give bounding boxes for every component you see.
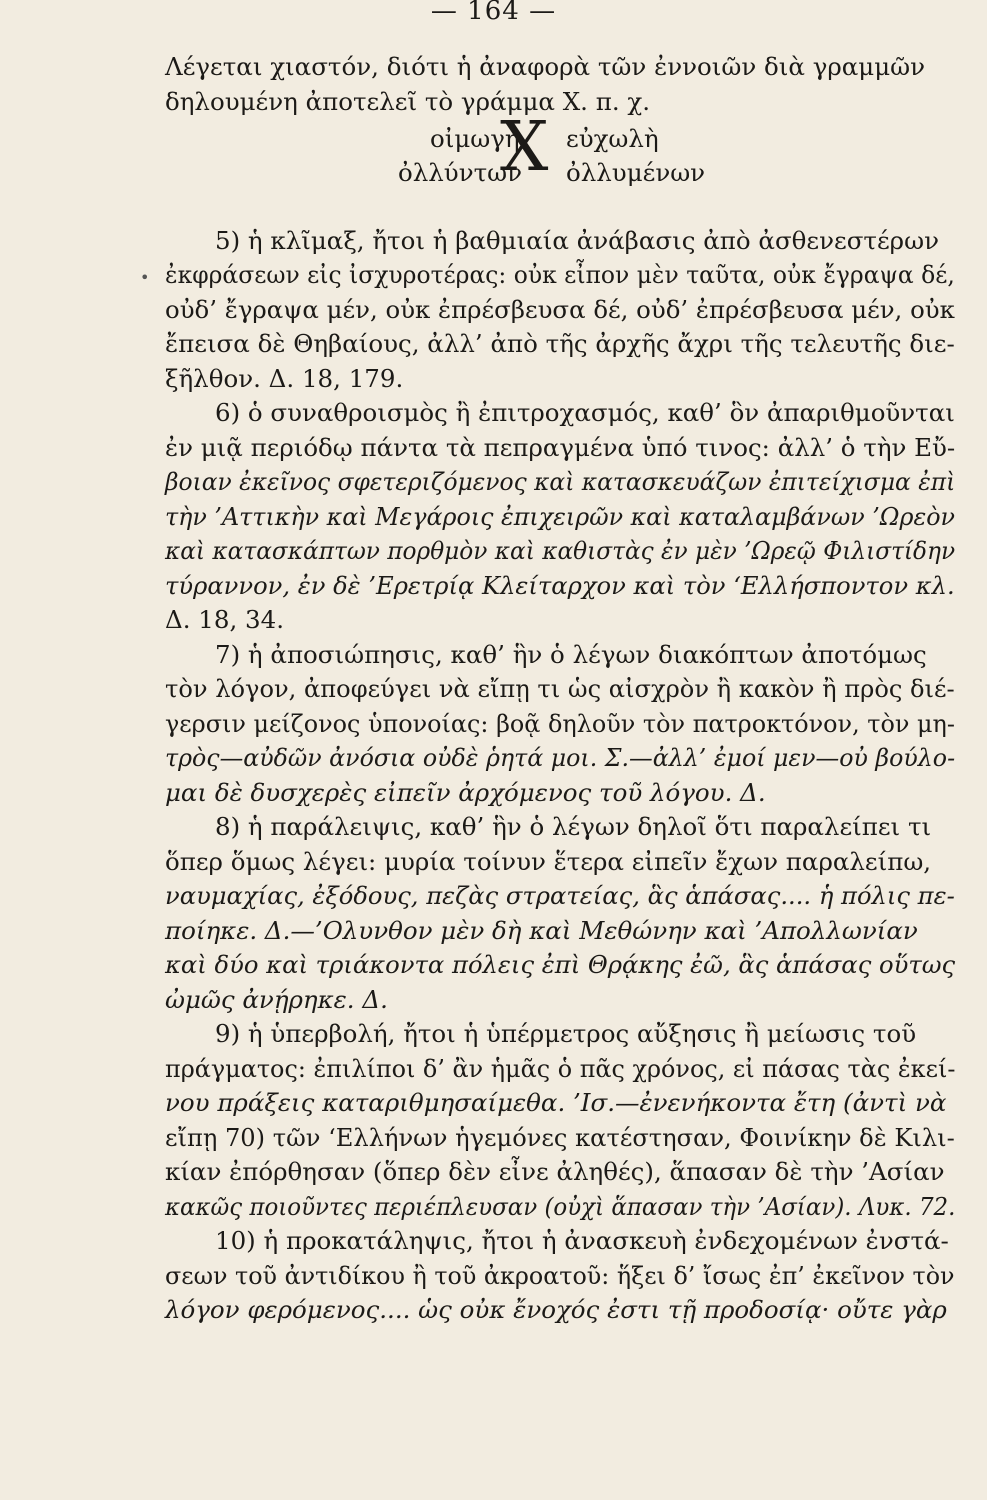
- text-line: Λέγεται χιαστόν, διότι ἡ ἀναφορὰ τῶν ἐννοιῶν διὰ γραμμῶν: [165, 52, 926, 81]
- text-line: οὐδ’ ἔγραψα μέν, οὐκ ἐπρέσβευσα δέ, οὐδ’ ἐπρέσβευσα μέν, οὐκ: [165, 295, 955, 324]
- text-line: λόγον φερόμενος.... ὡς οὐκ ἔνοχός ἐστι τῇ προδοσίᾳ· οὔτε γὰρ: [165, 1295, 947, 1324]
- text-line: 9) ἡ ὑπερβολή, ἤτοι ἡ ὑπέρμετρος αὔξησις ἢ μείωσις τοῦ: [215, 1019, 917, 1048]
- margin-dot: •: [140, 268, 150, 287]
- chiasm-top-right: εὐχωλὴ: [566, 124, 659, 153]
- text-line: καὶ κατασκάπτων πορθμὸν καὶ καθιστὰς ἐν μὲν ’Ωρεῷ Φιλιστίδην: [165, 536, 956, 565]
- page-number: — 164 —: [430, 0, 557, 26]
- text-line: μαι δὲ δυσχερὲς εἰπεῖν ἀρχόμενος τοῦ λόγου. Δ.: [165, 778, 766, 807]
- text-line: ναυμαχίας, ἐξόδους, πεζὰς στρατείας, ἃς ἁπάσας.... ἡ πόλις πε-: [165, 881, 955, 910]
- chi-letter: Χ: [500, 108, 549, 187]
- text-line: 6) ὁ συναθροισμὸς ἢ ἐπιτροχασμός, καθ’ ὃν ἀπαριθμοῦνται: [215, 398, 955, 427]
- chiasm-bottom-right: ὀλλυμένων: [566, 158, 706, 187]
- text-line: ὅπερ ὅμως λέγει: μυρία τοίνυν ἕτερα εἰπεῖν ἔχων παραλείπω,: [165, 847, 932, 876]
- text-line: κακῶς ποιοῦντες περιέπλευσαν (οὐχὶ ἅπασαν τὴν ’Ασίαν). Λυκ. 72.: [165, 1192, 956, 1221]
- text-line: ἐν μιᾷ περιόδῳ πάντα τὰ πεπραγμένα ὑπό τινος: ἀλλ’ ὁ τὴν Εὔ-: [165, 433, 956, 462]
- text-line: γερσιν μείζονος ὑπονοίας: βοᾷ δηλοῦν τὸν πατροκτόνον, τὸν μη-: [165, 709, 955, 738]
- text-line: δηλουμένη ἀποτελεῖ τὸ γράμμα Χ. π. χ.: [165, 87, 651, 116]
- text-line: 10) ἡ προκατάληψις, ἤτοι ἡ ἀνασκευὴ ἐνδεχομένων ἐνστά-: [215, 1226, 949, 1255]
- text-line: ποίηκε. Δ.—’Ολυνθον μὲν δὴ καὶ Μεθώνην καὶ ’Απολλωνίαν: [165, 916, 918, 945]
- text-line: κίαν ἐπόρθησαν (ὅπερ δὲν εἶνε ἀληθές), ἅπασαν δὲ τὴν ’Ασίαν: [165, 1157, 945, 1186]
- text-line: τὸν λόγον, ἀποφεύγει νὰ εἴπῃ τι ὡς αἰσχρὸν ἢ κακὸν ἢ πρὸς διέ-: [165, 674, 955, 703]
- chiasm-bottom-left: ὀλλύντων: [398, 158, 523, 187]
- chiasm-top-left: οἰμωγὴ: [430, 124, 520, 153]
- text-line: σεων τοῦ ἀντιδίκου ἢ τοῦ ἀκροατοῦ: ἥξει δ’ ἴσως ἐπ’ ἐκεῖνον τὸν: [165, 1261, 955, 1290]
- chiasm-diagram: [380, 108, 720, 194]
- text-line: ἐκφράσεων εἰς ἰσχυροτέρας: οὐκ εἶπον μὲν ταῦτα, οὐκ ἔγραψα δέ,: [165, 260, 955, 289]
- text-line: ἔπεισα δὲ Θηβαίους, ἀλλ’ ἀπὸ τῆς ἀρχῆς ἄχρι τῆς τελευτῆς διε-: [165, 329, 955, 358]
- text-line: νου πράξεις καταριθμησαίμεθα. ’Ισ.—ἐνενήκοντα ἔτη (ἀντὶ νὰ: [165, 1088, 947, 1117]
- text-line: 7) ἡ ἀποσιώπησις, καθ’ ἣν ὁ λέγων διακόπτων ἀποτόμως: [215, 640, 927, 669]
- text-line: ὠμῶς ἀνῄρηκε. Δ.: [165, 985, 388, 1014]
- text-line: βοιαν ἐκεῖνος σφετεριζόμενος καὶ κατασκευάζων ἐπιτείχισμα ἐπὶ: [165, 467, 956, 496]
- text-line: Δ. 18, 34.: [165, 605, 284, 634]
- text-line: τύραννον, ἐν δὲ ’Ερετρίᾳ Κλείταρχον καὶ τὸν ‘Ελλήσποντον κλ.: [165, 571, 955, 600]
- text-line: εἴπῃ 70) τῶν ‘Ελλήνων ἡγεμόνες κατέστησαν, Φοινίκην δὲ Κιλι-: [165, 1123, 955, 1152]
- text-line: 5) ἡ κλῖμαξ, ἤτοι ἡ βαθμιαία ἀνάβασις ἀπὸ ἀσθενεστέρων: [215, 226, 939, 255]
- text-line: τρὸς—αὐδῶν ἀνόσια οὐδὲ ῥητά μοι. Σ.—ἀλλ’ ἐμοί μεν—οὐ βούλο-: [165, 743, 956, 772]
- text-line: ξῆλθον. Δ. 18, 179.: [165, 364, 404, 393]
- text-line: πράγματος: ἐπιλίποι δ’ ἂν ἡμᾶς ὁ πᾶς χρόνος, εἰ πάσας τὰς ἐκεί-: [165, 1054, 956, 1083]
- text-line: καὶ δύο καὶ τριάκοντα πόλεις ἐπὶ Θρᾴκης ἐῶ, ἃς ἁπάσας οὕτως: [165, 950, 956, 979]
- text-line: τὴν ’Αττικὴν καὶ Μεγάροις ἐπιχειρῶν καὶ καταλαμβάνων ’Ωρεὸν: [165, 502, 956, 531]
- text-line: 8) ἡ παράλειψις, καθ’ ἣν ὁ λέγων δηλοῖ ὅτι παραλείπει τι: [215, 812, 932, 841]
